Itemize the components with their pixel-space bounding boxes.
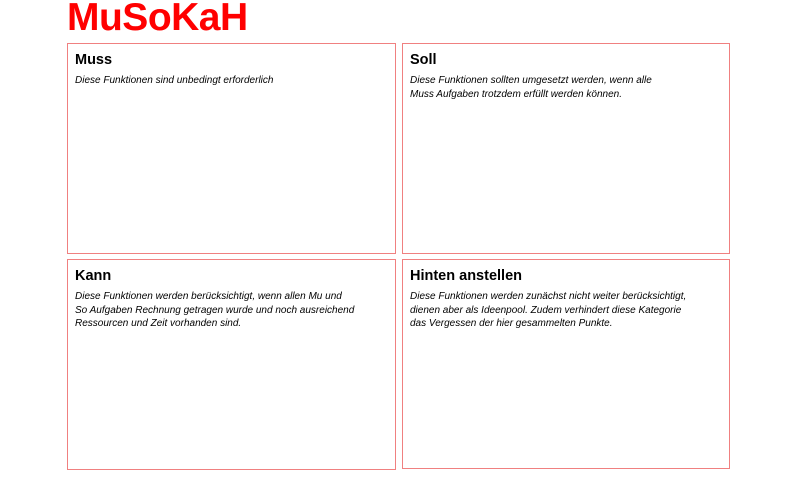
description-line: So Aufgaben Rechnung getragen wurde und noch ausreichend [75,304,355,316]
description-line: das Vergessen der hier gesammelten Punkte. [410,318,613,329]
description-line: Diese Funktionen sind unbedingt erforderlich [75,75,274,86]
description-line: Diese Funktionen werden berücksichtigt, wenn allen Mu und [75,291,342,302]
category-heading-kann: Kann [75,268,112,284]
description-line: Diese Funktionen sollten umgesetzt werden, wenn alle [410,75,652,86]
category-box-muss [67,43,396,254]
page-title: MuSoKaH [67,0,248,39]
description-line: Muss Aufgaben trotzdem erfüllt werden können. [410,88,622,100]
category-box-hinten-anstellen [402,259,730,469]
category-description-soll [410,74,722,101]
category-heading-soll: Soll [410,52,437,68]
category-description-hinten-anstellen [410,290,722,331]
description-line: Ressourcen und Zeit vorhanden sind. [75,318,242,329]
category-box-soll [402,43,730,254]
category-description-muss [75,74,388,88]
category-description-kann [75,290,388,331]
description-line: dienen aber als Ideenpool. Zudem verhindert diese Kategorie [410,304,682,316]
description-line: Diese Funktionen werden zunächst nicht weiter berücksichtigt, [410,291,687,302]
category-box-kann [67,259,396,470]
category-heading-hinten-anstellen: Hinten anstellen [410,268,522,284]
category-heading-muss: Muss [75,52,113,68]
